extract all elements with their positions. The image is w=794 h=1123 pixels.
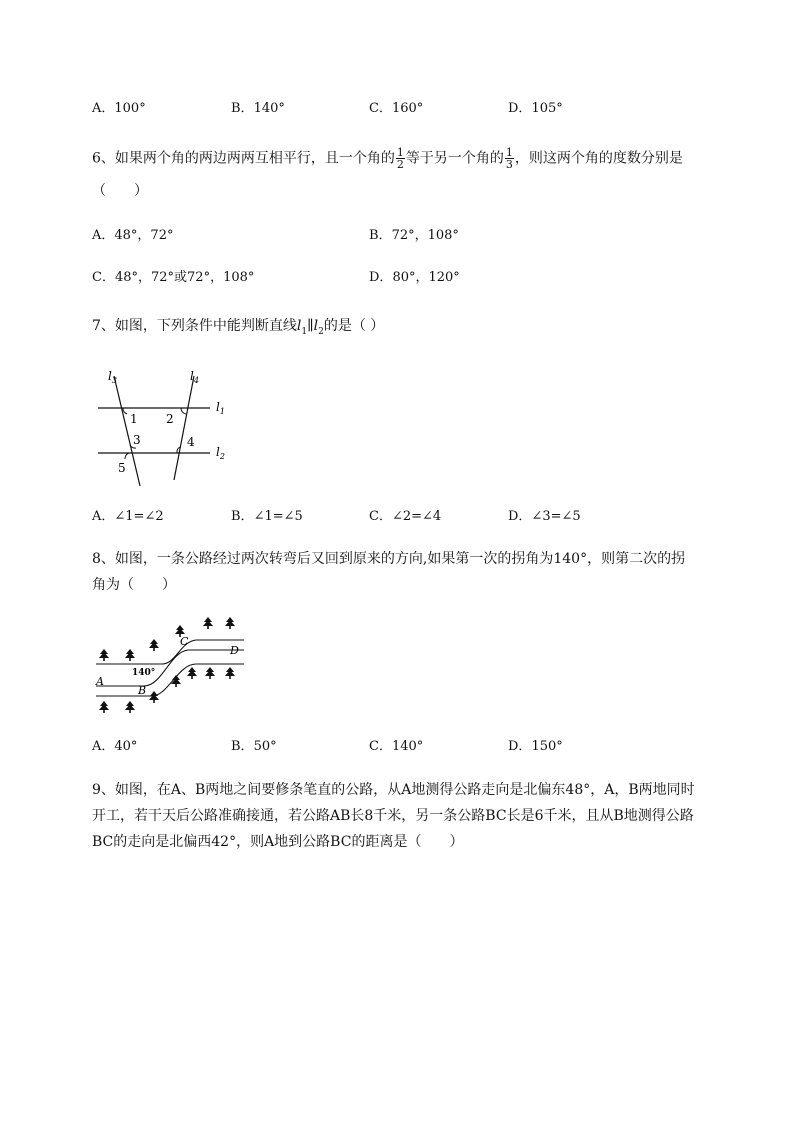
- label-point-c: C: [180, 635, 189, 648]
- road-centerline: [96, 650, 244, 686]
- option-text: 100°: [114, 101, 146, 116]
- q6-text-c: ，则这两个角的度数分别是: [514, 150, 683, 167]
- label-l3: $l_3$: [108, 369, 117, 385]
- q7-figure: [92, 362, 242, 490]
- option-letter: D．: [508, 101, 532, 116]
- fraction-numerator: 1: [505, 146, 513, 159]
- tree-icon: [99, 701, 109, 713]
- option-text: 48°，72°或72°，108°: [114, 270, 255, 285]
- q6-option-a[interactable]: [92, 227, 173, 245]
- angle-5-arc: [125, 453, 129, 459]
- question-number: 8、: [92, 551, 115, 567]
- tree-icon: [187, 667, 197, 679]
- option-text: 105°: [531, 101, 563, 116]
- q8-option-d[interactable]: [508, 738, 563, 756]
- label-l4: $l_4$: [190, 369, 199, 385]
- q8-text-line1: 如图，一条公路经过两次转弯后又回到原来的方向,如果第一次的拐角为140°，则第二次的拐: [114, 551, 686, 567]
- q6-answer-blank: （ ）: [92, 183, 148, 199]
- q6-option-d[interactable]: [369, 269, 460, 287]
- q7-option-a[interactable]: [92, 508, 164, 526]
- option-text: ∠3=∠5: [531, 509, 581, 524]
- q6-option-b[interactable]: [369, 227, 459, 245]
- option-letter: A．: [92, 228, 115, 243]
- option-text: ∠1=∠2: [114, 509, 164, 524]
- q9-stem-line2: 开工，若干天后公路准确接通，若公路AB长8千米，另一条公路BC长是6千米，且从B地测得公路: [92, 808, 694, 824]
- tree-icon: [125, 701, 135, 713]
- q7-stem: [92, 316, 384, 342]
- q8-figure: [92, 612, 252, 718]
- question-number: 7、: [92, 318, 115, 334]
- q8-stem-line1: [92, 549, 685, 569]
- angle-1-arc: [123, 408, 127, 414]
- option-text: 160°: [391, 101, 424, 116]
- label-l1: $l_1$: [216, 400, 225, 416]
- tree-icon: [225, 617, 235, 629]
- option-text: ∠2=∠4: [391, 509, 442, 524]
- road-edge-top: [96, 640, 244, 664]
- label-angle-3: 3: [133, 433, 141, 447]
- option-letter: A．: [92, 101, 115, 116]
- line-l4: [174, 376, 194, 480]
- option-text: 150°: [531, 739, 563, 754]
- fraction-numerator: 1: [396, 146, 404, 159]
- option-text: 48°，72°: [114, 228, 174, 243]
- option-letter: D．: [508, 739, 532, 754]
- option-letter: B．: [231, 101, 254, 116]
- q7-text-b: 的是（ ）: [323, 318, 385, 334]
- option-text: 140°: [391, 739, 424, 754]
- tree-icon: [203, 617, 213, 629]
- q8-stem-line2: 角为（ ）: [92, 577, 176, 593]
- tree-icon: [149, 639, 159, 651]
- q5-option-c[interactable]: [369, 100, 423, 118]
- option-letter: C．: [369, 739, 392, 754]
- option-letter: B．: [231, 739, 254, 754]
- q6-text-b: 等于另一个角的: [405, 150, 504, 167]
- label-point-a: A: [96, 675, 104, 688]
- line-l1-symbol: l: [296, 318, 302, 334]
- question-number: 6、: [92, 150, 115, 167]
- label-point-b: B: [138, 684, 147, 697]
- q7-option-d[interactable]: [508, 508, 581, 526]
- q6-text-a: 如果两个角的两边两两互相平行，且一个角的: [114, 150, 395, 167]
- option-text: 50°: [253, 739, 277, 754]
- q5-option-b[interactable]: [231, 100, 285, 118]
- option-letter: A．: [92, 739, 115, 754]
- q5-option-d[interactable]: [508, 100, 563, 118]
- tree-icon: [99, 649, 109, 661]
- label-angle-4: 4: [187, 435, 195, 449]
- tree-icon: [149, 691, 159, 703]
- line-l2-subscript: 2: [318, 326, 324, 337]
- option-text: 80°，120°: [392, 270, 460, 285]
- q6-stem: [92, 147, 683, 170]
- label-angle-1: 1: [130, 412, 138, 426]
- label-angle-2: 2: [166, 412, 174, 426]
- q9-stem-line1: 9、如图，在A、B两地之间要修条笔直的公路，从A地测得公路走向是北偏东48°，A，B两地同时: [92, 782, 695, 798]
- option-text: ∠1=∠5: [253, 509, 303, 524]
- option-letter: B．: [231, 509, 254, 524]
- fraction-one-third: [505, 147, 514, 170]
- option-letter: A．: [92, 509, 115, 524]
- fraction-one-half: [396, 147, 405, 170]
- q5-option-a[interactable]: [92, 100, 146, 118]
- q8-option-b[interactable]: [231, 738, 277, 756]
- line-l2-symbol: l: [313, 318, 319, 334]
- option-letter: D．: [508, 509, 532, 524]
- q6-option-c[interactable]: [92, 269, 254, 287]
- label-angle-5: 5: [118, 461, 126, 475]
- q8-option-c[interactable]: [369, 738, 423, 756]
- q7-option-c[interactable]: [369, 508, 441, 526]
- fraction-denominator: 3: [505, 158, 513, 171]
- road-edge-bottom: [96, 664, 244, 696]
- q8-option-a[interactable]: [92, 738, 137, 756]
- tree-icon: [205, 667, 215, 679]
- angle-2-arc: [181, 408, 186, 414]
- parallel-symbol: ∥: [307, 318, 314, 334]
- tree-icon: [225, 667, 235, 679]
- option-letter: C．: [369, 509, 392, 524]
- tree-icon: [125, 649, 135, 661]
- line-l1-subscript: 1: [301, 326, 308, 337]
- label-l2: $l_2$: [216, 445, 225, 461]
- q7-text-a: 如图，下列条件中能判断直线: [114, 318, 297, 334]
- option-letter: D．: [369, 270, 393, 285]
- q7-option-b[interactable]: [231, 508, 303, 526]
- option-text: 140°: [253, 101, 285, 116]
- fraction-denominator: 2: [396, 158, 404, 171]
- option-letter: B．: [369, 228, 392, 243]
- label-point-d: D: [230, 644, 239, 657]
- label-angle-140: 140°: [132, 668, 156, 678]
- option-letter: C．: [369, 101, 392, 116]
- option-letter: C．: [92, 270, 115, 285]
- q9-stem-line3: BC的走向是北偏西42°，则A地到公路BC的距离是（ ）: [92, 834, 464, 850]
- option-text: 40°: [114, 739, 138, 754]
- option-text: 72°，108°: [391, 228, 459, 243]
